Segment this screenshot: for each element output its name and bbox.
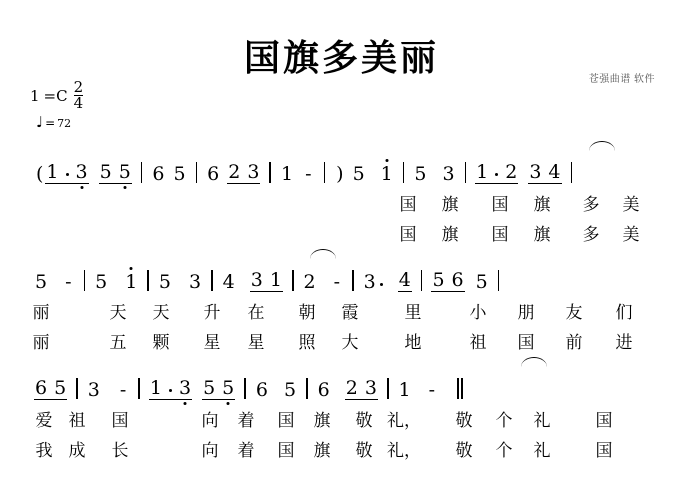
lyric-syllable: 国	[517, 333, 535, 353]
lyric-syllable: 在	[247, 303, 265, 323]
meter-denominator: 4	[73, 94, 84, 113]
lyric-syllable: 国	[399, 195, 417, 215]
note-5: 5	[203, 377, 216, 399]
note-5: 5	[222, 377, 235, 399]
lyric-syllable: 星	[203, 333, 221, 353]
lyric-syllable: 旗	[441, 195, 459, 215]
notes-row-2	[34, 258, 649, 292]
lyric-syllable: 礼，	[387, 411, 421, 431]
augmentation-dot	[169, 389, 172, 392]
lyric-syllable: 礼	[533, 411, 551, 431]
lyric-syllable: 敬	[355, 441, 373, 461]
note-1-high: 1	[125, 271, 138, 293]
note-5: 5	[158, 271, 171, 293]
lyrics-row-1b	[34, 220, 649, 246]
slur-arc	[310, 249, 336, 259]
tempo-marking	[36, 113, 71, 131]
lyric-syllable: 美	[622, 195, 640, 215]
note-3: 3	[75, 161, 88, 183]
note-3: 3	[87, 379, 100, 401]
note-group	[34, 378, 67, 400]
lyric-syllable: 礼	[533, 441, 551, 461]
note-5: 5	[475, 271, 488, 293]
lyric-syllable: 朝	[298, 303, 316, 323]
note-3: 3	[247, 161, 260, 183]
note-6: 6	[152, 163, 165, 185]
lyric-syllable: 小	[469, 303, 487, 323]
lyric-syllable: 多	[582, 195, 600, 215]
lyric-syllable: 地	[404, 333, 422, 353]
quarter-note-icon: ♩	[36, 113, 44, 131]
page-title: 国旗多美丽	[243, 38, 439, 79]
barline	[196, 162, 198, 183]
lyric-syllable: 霞	[341, 303, 359, 323]
lyric-syllable: 向	[201, 441, 219, 461]
lyric-syllable: 大	[341, 333, 359, 353]
note-5: 5	[432, 269, 445, 291]
lyric-syllable: 敬	[455, 411, 473, 431]
barline	[306, 378, 308, 399]
notes-row-3	[34, 366, 649, 400]
barline	[324, 162, 326, 183]
lyric-syllable: 五	[109, 333, 127, 353]
note-group	[149, 378, 192, 400]
lyric-syllable: 天	[152, 303, 170, 323]
lyrics-row-1a	[34, 190, 649, 216]
note-1: 1	[149, 377, 162, 399]
lyric-syllable: 美	[622, 225, 640, 245]
repeat-paren-close: )	[336, 163, 344, 185]
lyric-syllable: 着	[237, 441, 255, 461]
note-3: 3	[188, 271, 202, 293]
note-5: 5	[283, 379, 297, 401]
note-6: 6	[207, 163, 220, 185]
barline	[84, 270, 86, 291]
lyric-syllable: 照	[298, 333, 316, 353]
augmentation-dot	[380, 283, 383, 286]
note-3: 3	[529, 161, 542, 183]
note-1: 1	[398, 379, 411, 401]
note-2: 2	[228, 161, 241, 183]
lyrics-row-2a	[34, 298, 649, 324]
note-1-high: 1	[380, 163, 393, 185]
note-4: 4	[548, 161, 561, 183]
lyric-syllable: 多	[582, 225, 600, 245]
lyric-syllable: 国	[277, 441, 295, 461]
lyric-syllable: 个	[495, 441, 513, 461]
note-6: 6	[317, 379, 330, 401]
lyric-syllable: 旗	[533, 195, 551, 215]
lyric-syllable: 国	[491, 225, 509, 245]
barline	[138, 378, 140, 399]
note-2: 2	[303, 271, 316, 293]
lyric-syllable: 前	[565, 333, 583, 353]
tempo-equals: =	[45, 116, 56, 130]
lyric-syllable: 向	[201, 411, 219, 431]
lyric-syllable: 里	[404, 303, 422, 323]
note-3: 3	[250, 269, 263, 291]
note-1: 1	[46, 161, 59, 183]
slur-arc	[521, 357, 547, 367]
lyric-syllable: 升	[203, 303, 221, 323]
lyric-syllable: 敬	[455, 441, 473, 461]
note-group	[431, 270, 464, 292]
sustain-dash: -	[333, 271, 341, 293]
note-3: 3	[363, 271, 376, 293]
barline	[269, 162, 271, 183]
sustain-dash: -	[305, 163, 312, 185]
lyric-syllable: 旗	[533, 225, 551, 245]
lyric-syllable: 国	[491, 195, 509, 215]
lyric-syllable: 们	[615, 303, 633, 323]
barline	[76, 378, 78, 399]
lyric-syllable: 礼，	[387, 441, 421, 461]
lyrics-row-3a	[34, 406, 649, 432]
note-3: 3	[364, 377, 377, 399]
credit-text: 苍强曲谱 软件	[588, 74, 655, 85]
lyric-syllable: 国	[277, 411, 295, 431]
note-5: 5	[99, 161, 112, 183]
barline	[498, 270, 500, 291]
sustain-dash: -	[428, 379, 436, 401]
time-signature	[74, 80, 84, 112]
barline	[403, 162, 405, 183]
augmentation-dot	[66, 173, 69, 176]
note-5: 5	[54, 377, 67, 399]
note-6: 6	[451, 269, 464, 291]
note-6: 6	[255, 379, 268, 401]
note-3: 3	[442, 163, 455, 185]
lyric-syllable: 国	[111, 411, 129, 431]
lyric-syllable: 旗	[441, 225, 459, 245]
barline	[387, 378, 389, 399]
note-group	[202, 378, 235, 400]
lyric-syllable: 朋	[517, 303, 535, 323]
note-6: 6	[35, 377, 48, 399]
music-system-1	[34, 150, 649, 246]
note-group	[475, 162, 518, 184]
lyric-syllable: 着	[237, 411, 255, 431]
lyric-syllable: 敬	[355, 411, 373, 431]
lyric-syllable: 旗	[313, 441, 331, 461]
lyric-syllable: 国	[595, 411, 613, 431]
repeat-paren-open: (	[36, 163, 44, 185]
barline	[292, 270, 294, 291]
meter-numerator: 2	[73, 78, 84, 96]
lyric-syllable: 丽	[32, 333, 50, 353]
barline	[421, 270, 423, 291]
note-2: 2	[345, 377, 358, 399]
notes-row-1	[34, 150, 649, 184]
note-5: 5	[118, 161, 131, 183]
note-5: 5	[95, 271, 108, 293]
lyric-syllable: 我	[35, 441, 53, 461]
note-1: 1	[281, 163, 294, 185]
lyric-syllable: 星	[247, 333, 265, 353]
lyric-syllable: 旗	[313, 411, 331, 431]
augmentation-dot	[495, 173, 498, 176]
note-4: 4	[398, 269, 411, 291]
lyric-syllable: 天	[109, 303, 127, 323]
music-system-3	[34, 366, 649, 462]
barline	[211, 270, 213, 291]
note-3: 3	[178, 377, 192, 399]
key-signature	[30, 80, 83, 112]
note-group	[528, 162, 561, 184]
note-2: 2	[505, 161, 518, 183]
lyric-syllable: 丽	[32, 303, 50, 323]
barline	[465, 162, 467, 183]
sustain-dash: -	[119, 379, 127, 401]
note-1: 1	[269, 269, 282, 291]
sustain-dash: -	[65, 271, 72, 293]
lyric-syllable: 个	[495, 411, 513, 431]
lyric-syllable: 颗	[152, 333, 170, 353]
lyric-syllable: 祖	[469, 333, 487, 353]
note-4: 4	[222, 271, 235, 293]
barline	[141, 162, 143, 183]
note-5: 5	[352, 163, 365, 185]
note-group	[227, 162, 260, 184]
key-letter: =C	[43, 86, 68, 105]
note-group	[45, 162, 88, 184]
note-5: 5	[414, 163, 427, 185]
lyric-syllable: 进	[615, 333, 633, 353]
note-5: 5	[173, 163, 186, 185]
note-group	[250, 270, 283, 292]
barline	[352, 270, 354, 291]
lyric-syllable: 长	[111, 441, 129, 461]
key-number: 1	[30, 86, 40, 105]
lyric-syllable: 爱	[35, 411, 53, 431]
lyric-syllable: 国	[399, 225, 417, 245]
lyric-syllable: 成	[68, 441, 86, 461]
lyric-syllable: 祖	[68, 411, 86, 431]
note-group	[345, 378, 378, 400]
tempo-bpm: 72	[57, 117, 72, 130]
barline	[147, 270, 149, 291]
note-group	[99, 162, 132, 184]
final-barline	[457, 378, 459, 399]
lyrics-row-2b	[34, 328, 649, 354]
lyric-syllable: 国	[595, 441, 613, 461]
barline	[571, 162, 573, 183]
slur-arc	[589, 141, 615, 151]
lyric-syllable: 友	[565, 303, 583, 323]
barline	[244, 378, 246, 399]
note-5: 5	[35, 271, 48, 293]
note-1: 1	[476, 161, 489, 183]
music-system-2	[34, 258, 649, 354]
lyrics-row-3b	[34, 436, 649, 462]
